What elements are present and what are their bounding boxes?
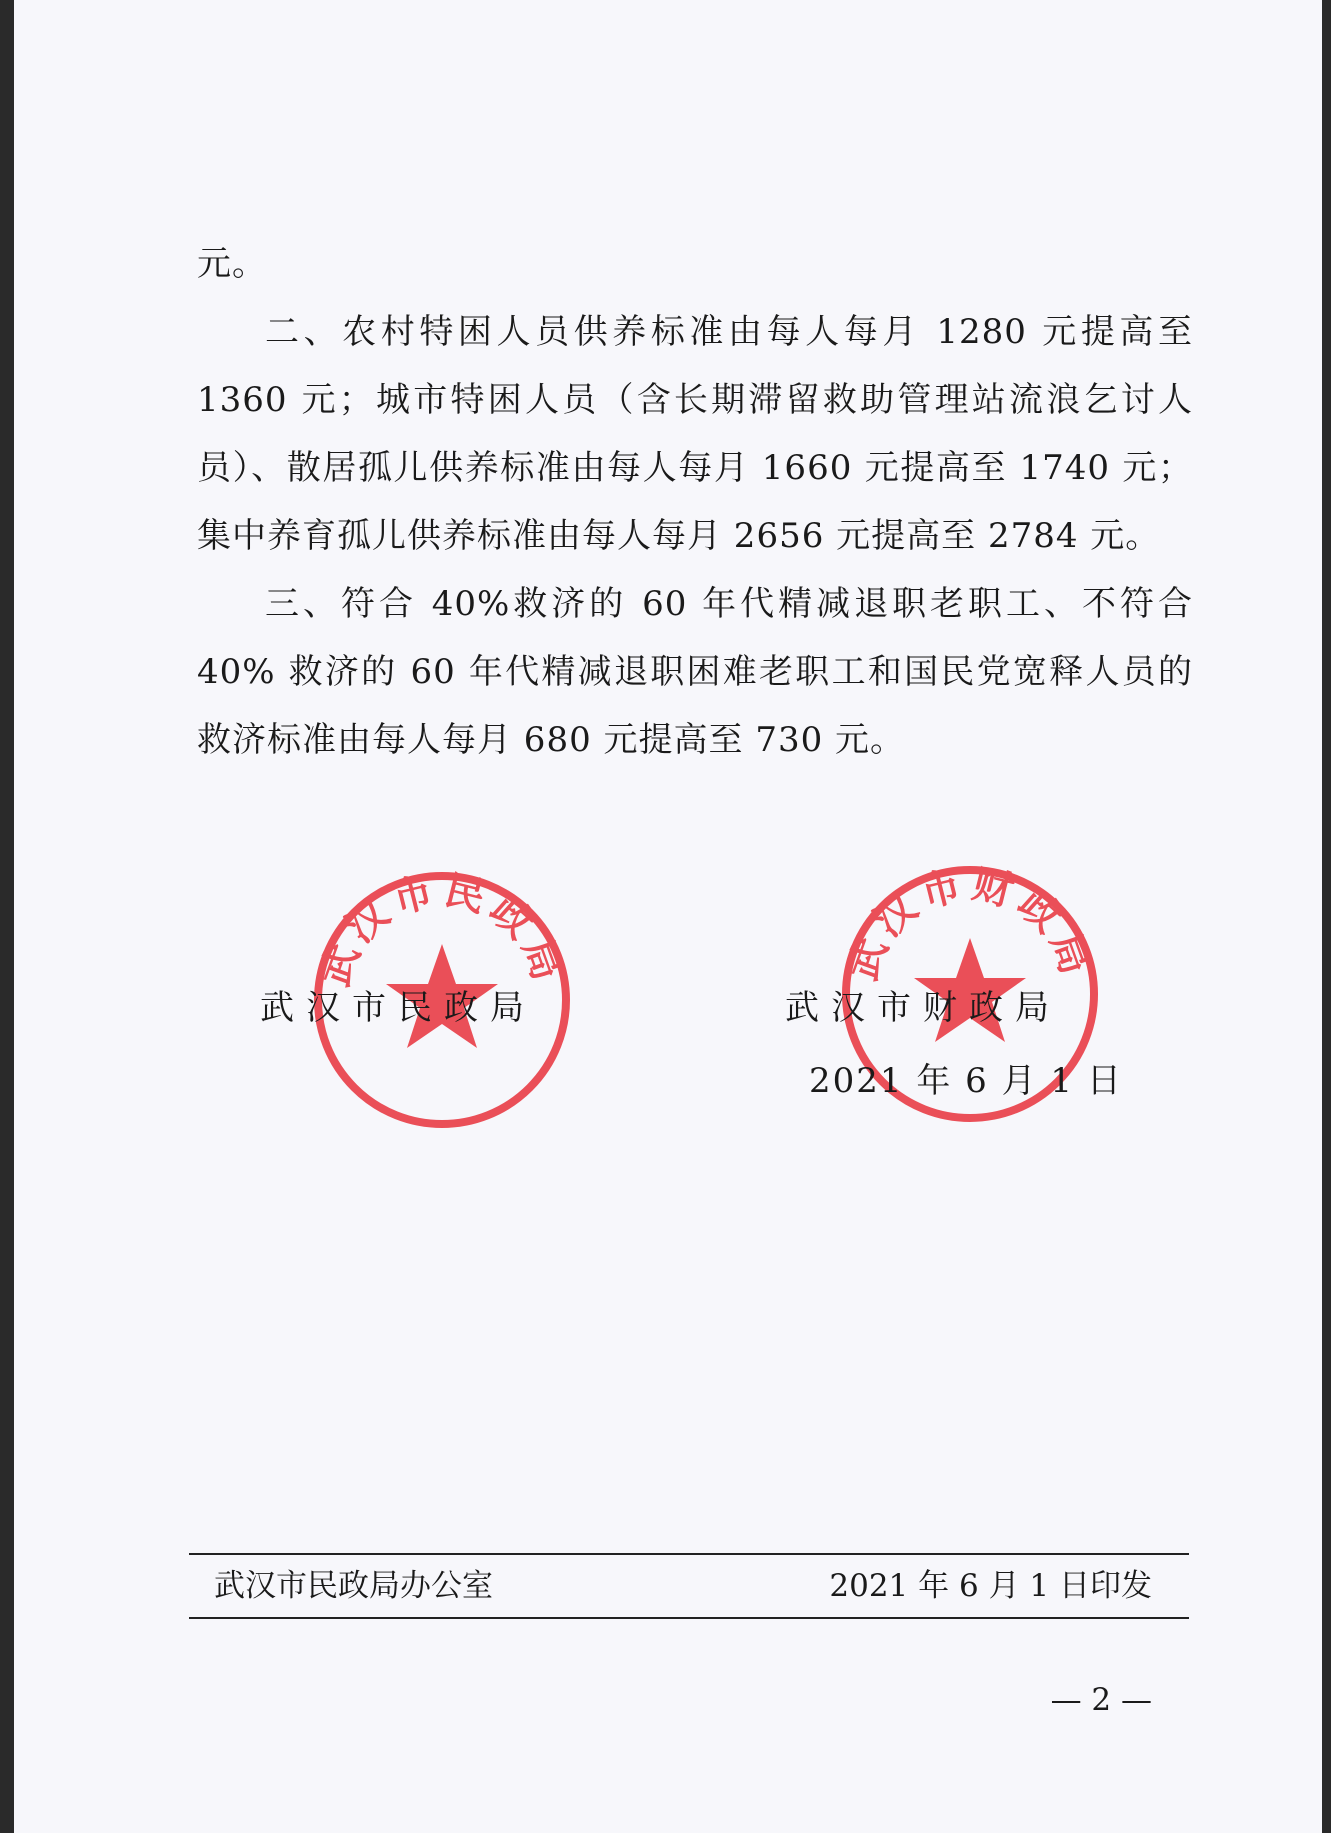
issue-date: 2021 年 6 月 1 日印发 <box>829 1568 1152 1604</box>
footer-rule-bottom <box>189 1617 1189 1619</box>
issuing-office: 武汉市民政局办公室 <box>214 1568 493 1604</box>
document-page <box>14 0 1322 1833</box>
paragraph-3: 三、符合 40%救济的 60 年代精减退职老职工、不符合 40% 救济的 60 年代精减退职困难老职工和国民党宽释人员的救济标准由每人每月 680 元提高至 730 元。 <box>197 584 1193 760</box>
signature-finance: 武汉市财政局 <box>785 988 1061 1028</box>
page-number: — 2 — <box>1050 1682 1152 1718</box>
seal-left-text: 武汉市民政局 <box>310 866 574 992</box>
signature-date: 2021 年 6 月 1 日 <box>809 1061 1123 1101</box>
seal-right-text: 武汉市财政局 <box>838 860 1102 986</box>
continuation-text: 元。 <box>197 244 267 284</box>
signature-civil-affairs: 武汉市民政局 <box>260 988 536 1028</box>
paragraph-2: 二、农村特困人员供养标准由每人每月 1280 元提高至 1360 元；城市特困人员（含长期滞留救助管理站流浪乞讨人员）、散居孤儿供养标准由每人每月 1660 元提高至 1740 元；集中养育孤儿供养标准由每人每月 2656 元提高至 2784 元。 <box>197 312 1193 556</box>
footer-rule-top <box>189 1553 1189 1555</box>
